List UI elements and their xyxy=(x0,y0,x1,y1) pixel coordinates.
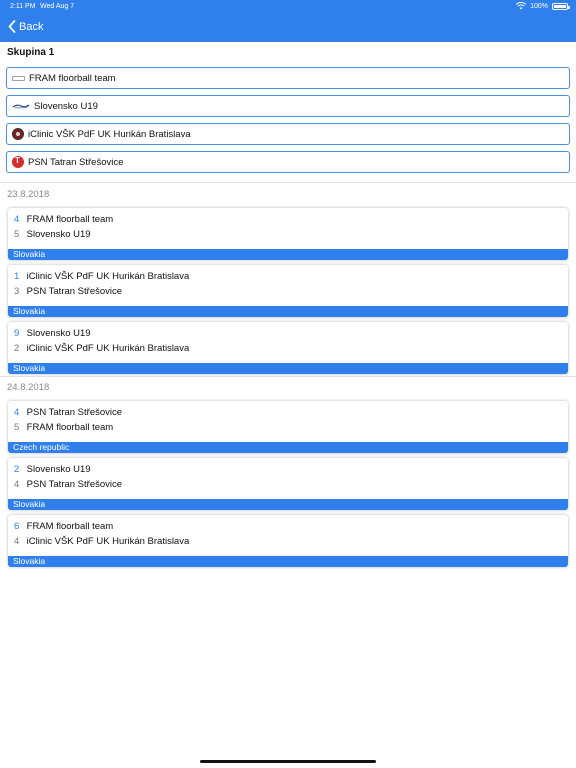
date-header: 23.8.2018 xyxy=(7,189,50,200)
away-score: 4 xyxy=(14,536,20,547)
home-indicator[interactable] xyxy=(200,760,376,763)
team-name: iClinic VŠK PdF UK Hurikán Bratislava xyxy=(28,128,191,140)
home-line xyxy=(14,328,91,339)
home-line xyxy=(14,271,189,282)
status-date: Wed Aug 7 xyxy=(40,3,75,10)
home-score: 4 xyxy=(14,407,20,418)
home-team: iClinic VŠK PdF UK Hurikán Bratislava xyxy=(26,271,190,282)
home-score: 1 xyxy=(14,271,20,282)
home-team: PSN Tatran Střešovice xyxy=(26,407,123,418)
date-header: 24.8.2018 xyxy=(7,382,50,393)
away-score: 5 xyxy=(14,229,20,240)
team-row-fram[interactable] xyxy=(6,67,570,89)
away-team: PSN Tatran Střešovice xyxy=(26,479,123,490)
match-card[interactable] xyxy=(8,401,568,453)
home-team: Slovensko U19 xyxy=(26,328,91,339)
group-title: Skupina 1 xyxy=(7,47,55,58)
away-team: iClinic VŠK PdF UK Hurikán Bratislava xyxy=(26,343,190,354)
match-country: Slovakia xyxy=(8,363,568,374)
match-card[interactable] xyxy=(8,515,568,567)
home-team: Slovensko U19 xyxy=(26,464,91,475)
chevron-left-icon xyxy=(8,20,16,33)
away-score: 4 xyxy=(14,479,20,490)
back-button[interactable] xyxy=(8,20,43,33)
match-country: Czech republic xyxy=(8,442,568,453)
fram-logo-icon xyxy=(12,76,25,81)
back-label: Back xyxy=(19,20,44,33)
home-team: FRAM floorball team xyxy=(26,521,114,532)
vsk-logo-icon xyxy=(12,128,24,140)
home-line xyxy=(14,214,113,225)
status-bar xyxy=(0,0,576,14)
home-line xyxy=(14,521,113,532)
away-score: 5 xyxy=(14,422,20,433)
slovensko-logo-icon xyxy=(12,103,30,109)
battery-percent: 100% xyxy=(530,2,548,10)
team-row-tatran[interactable] xyxy=(6,151,570,173)
home-score: 6 xyxy=(14,521,20,532)
home-team: FRAM floorball team xyxy=(26,214,114,225)
away-line xyxy=(14,343,189,354)
away-line xyxy=(14,479,122,490)
divider xyxy=(0,182,576,183)
away-team: FRAM floorball team xyxy=(26,422,114,433)
battery-icon xyxy=(552,3,568,10)
home-line xyxy=(14,407,122,418)
match-country: Slovakia xyxy=(8,499,568,510)
away-team: Slovensko U19 xyxy=(26,229,91,240)
away-score: 3 xyxy=(14,286,20,297)
status-time: 2:11 PM xyxy=(10,3,36,10)
status-right xyxy=(516,2,568,10)
away-line xyxy=(14,536,189,547)
match-card[interactable] xyxy=(8,322,568,374)
wifi-icon xyxy=(516,2,526,10)
away-team: iClinic VŠK PdF UK Hurikán Bratislava xyxy=(26,536,190,547)
team-row-slovensko[interactable] xyxy=(6,95,570,117)
away-line xyxy=(14,422,113,433)
away-score: 2 xyxy=(14,343,20,354)
match-card[interactable] xyxy=(8,458,568,510)
away-line xyxy=(14,286,122,297)
match-card[interactable] xyxy=(8,208,568,260)
team-row-vsk[interactable] xyxy=(6,123,570,145)
home-score: 2 xyxy=(14,464,20,475)
match-card[interactable] xyxy=(8,265,568,317)
match-country: Slovakia xyxy=(8,306,568,317)
match-country: Slovakia xyxy=(8,249,568,260)
team-name: PSN Tatran Střešovice xyxy=(28,156,124,168)
team-name: FRAM floorball team xyxy=(29,72,116,84)
team-name: Slovensko U19 xyxy=(34,100,98,112)
navigation-bar xyxy=(0,14,576,42)
match-country: Slovakia xyxy=(8,556,568,567)
home-line xyxy=(14,464,91,475)
away-line xyxy=(14,229,91,240)
home-score: 9 xyxy=(14,328,20,339)
home-score: 4 xyxy=(14,214,20,225)
away-team: PSN Tatran Střešovice xyxy=(26,286,123,297)
tatran-logo-icon xyxy=(12,156,24,168)
divider xyxy=(0,376,576,377)
